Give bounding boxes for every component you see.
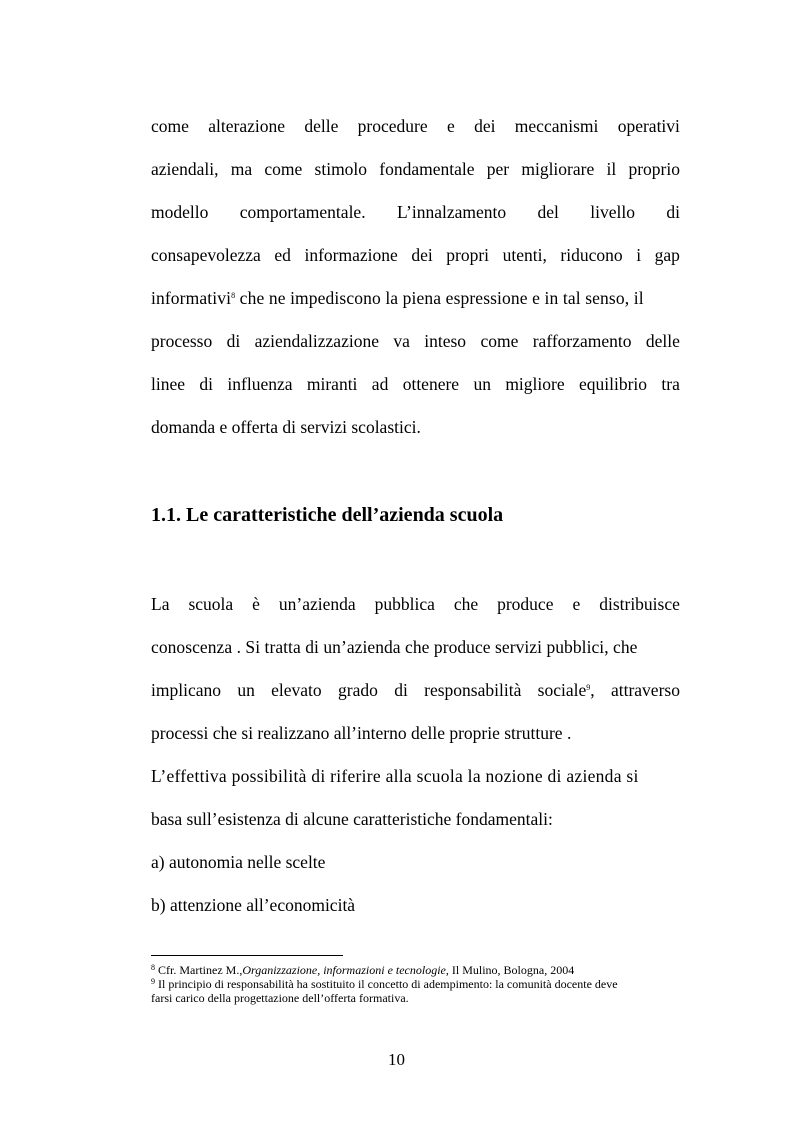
word: processo (151, 331, 213, 351)
list-item-a: a) autonomia nelle scelte (151, 852, 326, 872)
word: come (151, 116, 189, 136)
para3-line-2: basa sull’esistenza di alcune caratteristiche fondamentali: (151, 809, 553, 829)
word: il (606, 159, 617, 179)
para1-line-4 (151, 245, 680, 265)
word: migliore (505, 374, 565, 394)
word: produce (497, 594, 554, 614)
word: un’azienda (278, 594, 356, 614)
para2-line-3 (151, 680, 680, 700)
footnote-8-post: , Il Mulino, Bologna, 2004 (445, 963, 575, 977)
footnote-divider (151, 955, 343, 956)
word: stimolo (314, 159, 368, 179)
word: consapevolezza (151, 245, 261, 265)
footnote-8-number: 8 (151, 963, 155, 972)
para2-line-4: processi che si realizzano all’interno delle proprie strutture . (151, 723, 572, 743)
word: modello (151, 202, 209, 222)
footnote-9-line-1 (151, 978, 681, 991)
word: linee (151, 374, 186, 394)
word: La (151, 594, 170, 614)
para2-line-1 (151, 594, 680, 614)
word: pubblica (374, 594, 435, 614)
word: un (473, 374, 491, 394)
word: ad (371, 374, 389, 394)
footnote-ref-8: 8 (231, 291, 236, 300)
footnote-9-number: 9 (151, 977, 155, 986)
para2-line-3-w8: attraverso (610, 680, 680, 700)
word: utenti, (502, 245, 547, 265)
footnote-9-text-1: Il principio di responsabilità ha sostituito il concetto di adempimento: la comunità docente deve (155, 977, 618, 991)
word: operativi (617, 116, 680, 136)
word: va (393, 331, 410, 351)
para2-line-3-w6: responsabilità (424, 680, 522, 700)
para1-line-2 (151, 159, 680, 179)
para1-line-8: domanda e offerta di servizi scolastici. (151, 417, 421, 437)
word: influenza (227, 374, 293, 394)
para2-line-2: conoscenza . Si tratta di un’azienda che produce servizi pubblici, che (151, 637, 638, 657)
word: per (486, 159, 510, 179)
para1-line-3 (151, 202, 680, 222)
word: miranti (306, 374, 358, 394)
list-item-b: b) attenzione all’economicità (151, 895, 356, 915)
footnote-ref-9: 9 (586, 683, 591, 692)
word: comportamentale. (239, 202, 366, 222)
word: i (636, 245, 642, 265)
para1-line-7 (151, 374, 680, 394)
word: propri (446, 245, 490, 265)
word: del (537, 202, 559, 222)
word: procedure (357, 116, 428, 136)
footnote-9-line-2: farsi carico della progettazione dell’offerta formativa. (151, 991, 409, 1005)
word: delle (304, 116, 339, 136)
para2-line-3-w1: implicano (151, 680, 221, 700)
word: ma (230, 159, 253, 179)
word: tra (661, 374, 680, 394)
word: di (666, 202, 680, 222)
section-heading: 1.1. Le caratteristiche dell’azienda scuola (151, 504, 504, 526)
word: di (226, 331, 241, 351)
para2-line-3-w4: grado (338, 680, 378, 700)
word: aziendali, (151, 159, 219, 179)
footnote-8-pre: Cfr. Martinez M., (155, 963, 243, 977)
para2-line-3-w5: di (394, 680, 408, 700)
word: e (572, 594, 581, 614)
word: come (264, 159, 303, 179)
para1-line-5-pre: informativi (151, 288, 232, 308)
word: gap (654, 245, 680, 265)
word: come (480, 331, 519, 351)
word: che (453, 594, 479, 614)
word: fondamentale (379, 159, 475, 179)
word: meccanismi (514, 116, 599, 136)
word: proprio (628, 159, 680, 179)
para2-line-3-w2: un (237, 680, 255, 700)
word: informazione (304, 245, 398, 265)
footnote-8 (151, 964, 681, 977)
word: distribuisce (599, 594, 680, 614)
para2-word-sociale: sociale (537, 680, 587, 700)
word: dei (411, 245, 433, 265)
word: migliorare (521, 159, 595, 179)
para2-line-3-w7 (538, 680, 595, 700)
footnote-8-title: Organizzazione, informazioni e tecnologie (242, 963, 446, 977)
word: aziendalizzazione (254, 331, 379, 351)
para1-line-5 (151, 288, 680, 308)
para2-line-3-w3: elevato (271, 680, 322, 700)
para1-line-5-post: che ne impediscono la piena espressione e in tal senso, il (235, 288, 644, 308)
word: e (446, 116, 455, 136)
para3-line-1: L’effettiva possibilità di riferire alla scuola la nozione di azienda si (151, 766, 639, 786)
para1-line-1 (151, 116, 680, 136)
word: rafforzamento (532, 331, 632, 351)
word: inteso (424, 331, 467, 351)
word: di (199, 374, 214, 394)
word: ed (274, 245, 291, 265)
word: livello (590, 202, 635, 222)
para2-comma: , (590, 680, 595, 700)
word: equilibrio (578, 374, 648, 394)
para1-line-6 (151, 331, 680, 351)
word: ottenere (402, 374, 460, 394)
page-number: 10 (388, 1050, 405, 1069)
word: delle (645, 331, 680, 351)
word: dei (474, 116, 496, 136)
word: è (252, 594, 260, 614)
word: alterazione (208, 116, 285, 136)
word: scuola (188, 594, 234, 614)
word: riducono (560, 245, 623, 265)
word: L’innalzamento (396, 202, 507, 222)
